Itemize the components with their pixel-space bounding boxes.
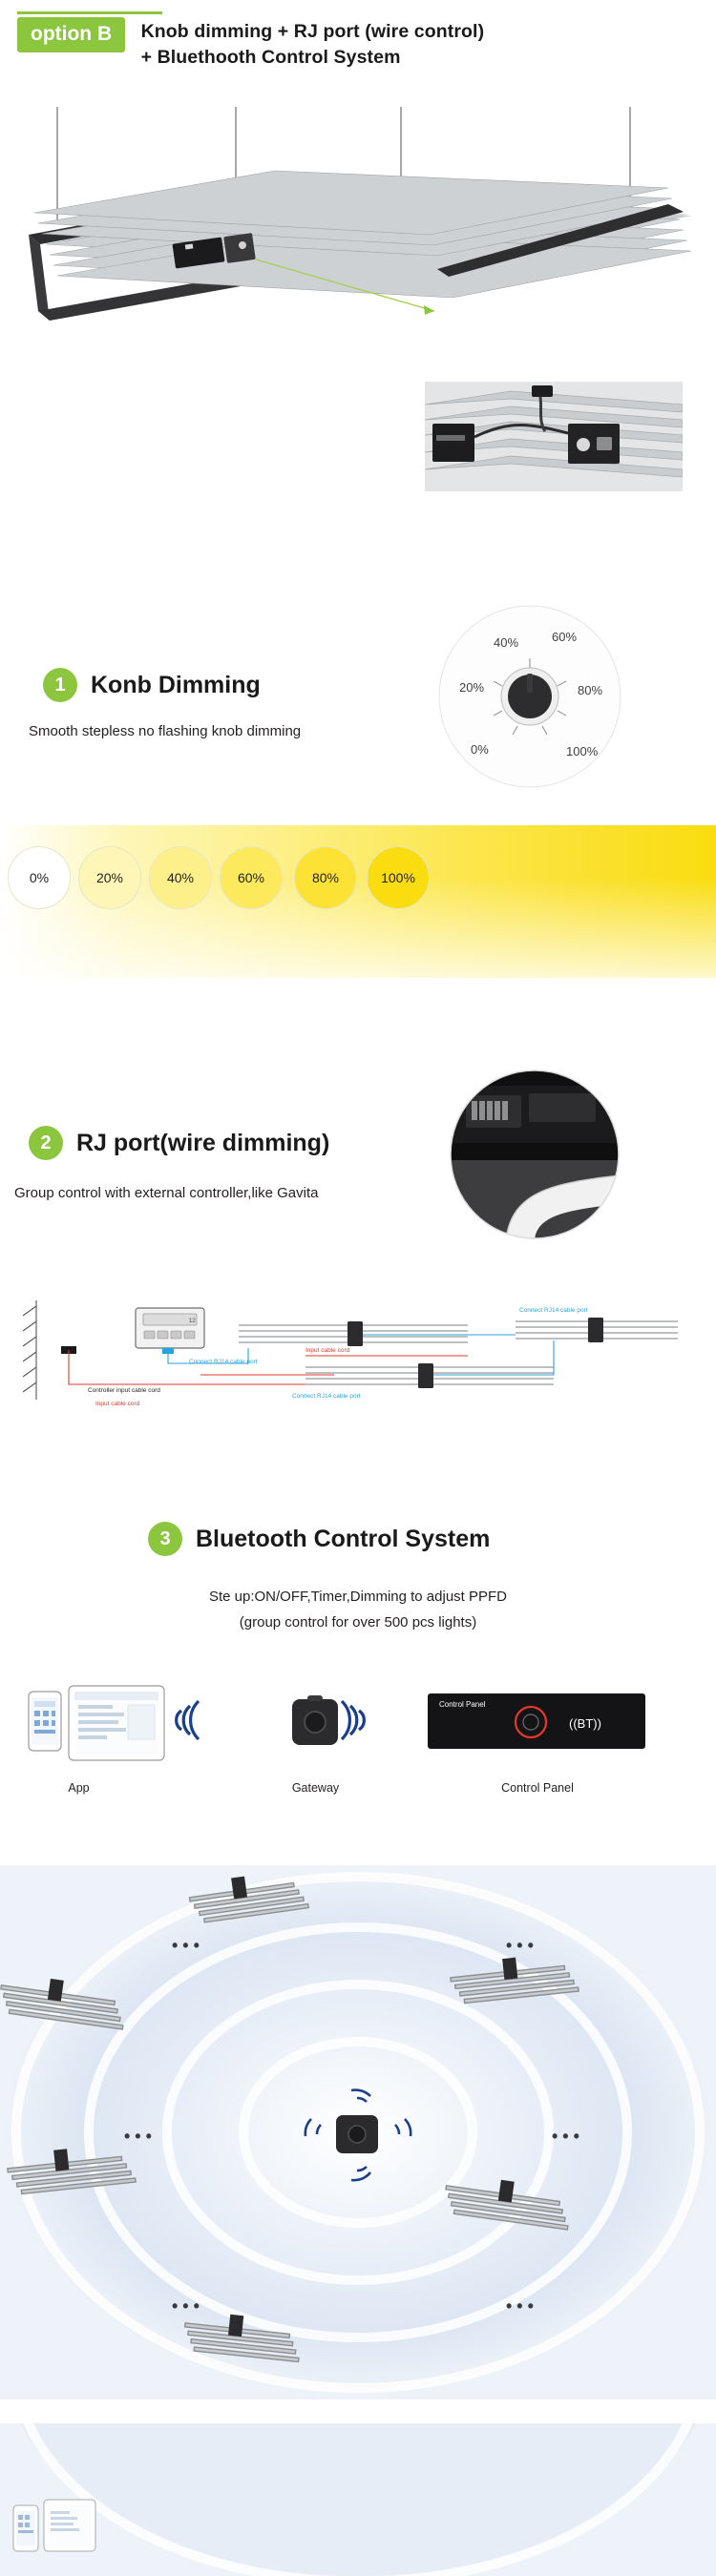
- detail-callout-photo: [425, 382, 683, 491]
- panel-bt-badge: ((BT)): [569, 1716, 601, 1731]
- wiring-label-rj14-c: Connect RJ14 cable port: [519, 1307, 588, 1314]
- phone-device: [29, 1692, 61, 1751]
- dial-label-60: 60%: [552, 630, 578, 644]
- page-title-line2: + Bluethooth Control System: [140, 47, 401, 68]
- dim-chip-40: 40%: [149, 846, 212, 909]
- panel-title-text: Control Panel: [439, 1700, 486, 1709]
- controller-display-value: 12: [189, 1319, 196, 1324]
- wiring-label-rj14-a: Connect RJ14 cable port: [189, 1359, 258, 1365]
- section-subtitle-1: Smooth stepless no flashing knob dimming: [29, 723, 302, 739]
- page-title-line1: Knob dimming + RJ port (wire control): [140, 21, 485, 42]
- section-2-head: [14, 1126, 330, 1201]
- footer-strip: [0, 2423, 716, 2576]
- scene-dots-6: • • •: [506, 2296, 534, 2316]
- tablet-device: [69, 1686, 164, 1760]
- scene-dots-3: • • •: [124, 2127, 152, 2146]
- device-label-control-panel: Control Panel: [501, 1781, 574, 1795]
- gateway-device: [292, 1695, 338, 1745]
- signal-waves-right: [342, 1701, 364, 1739]
- wiring-diagram: [19, 1293, 697, 1417]
- scene-dots-2: • • •: [506, 1936, 534, 1955]
- signal-waves-left: [177, 1701, 199, 1739]
- dim-chip-100: 100%: [367, 846, 430, 909]
- dial-label-40: 40%: [494, 635, 519, 650]
- section-subtitle-2: Group control with external controller,like Gavita: [14, 1185, 319, 1201]
- wiring-label-input-a: Input cable cord: [95, 1401, 140, 1407]
- scene-dots-4: • • •: [552, 2127, 579, 2146]
- scene-dots-5: • • •: [172, 2296, 200, 2316]
- header-accent-rule: [17, 11, 162, 14]
- section-3-subtitle: [0, 1589, 716, 1631]
- knob-dial-graphic: [434, 601, 625, 792]
- dim-chip-0: 0%: [8, 846, 71, 909]
- device-label-gateway: Gateway: [291, 1781, 340, 1795]
- dial-label-80: 80%: [578, 683, 603, 697]
- bluetooth-devices-row: [0, 1674, 716, 1818]
- dimming-scale: [0, 825, 716, 1007]
- bluetooth-devices-graphic: [0, 1674, 716, 1818]
- wiring-label-rj14-b: Connect RJ14 cable port: [292, 1393, 361, 1400]
- wiring-label-controller-input: Controller input cable cord: [88, 1387, 160, 1394]
- central-gateway: [336, 2115, 378, 2153]
- section-1-head: [29, 668, 302, 739]
- section-3-subtitle-line1: Ste up:ON/OFF,Timer,Dimming to adjust PPFD: [208, 1589, 508, 1605]
- fixture-illustration: [0, 99, 716, 328]
- dim-chip-20: 20%: [78, 846, 141, 909]
- section-title-3: Bluetooth Control System: [196, 1525, 491, 1552]
- section-title-2: RJ port(wire dimming): [76, 1129, 330, 1156]
- rj-port-photo: [449, 1069, 621, 1240]
- option-badge: option B: [17, 17, 125, 52]
- page-header: [0, 0, 716, 107]
- section-title-1: Konb Dimming: [91, 671, 261, 698]
- dim-chip-60: 60%: [220, 846, 283, 909]
- dial-label-100: 100%: [566, 744, 599, 758]
- dial-label-20: 20%: [459, 680, 485, 695]
- section-number-1: 1: [43, 668, 77, 702]
- page-title: [141, 17, 485, 71]
- dim-chip-80: 80%: [294, 846, 357, 909]
- device-label-app: App: [68, 1781, 90, 1795]
- section-3-head: [148, 1522, 490, 1556]
- wiring-label-input-b: Input cable cord: [305, 1347, 350, 1354]
- scene-dots-1: • • •: [172, 1936, 200, 1955]
- section-number-2: 2: [29, 1126, 63, 1160]
- network-scene: [0, 1865, 716, 2399]
- control-panel-device: [428, 1693, 645, 1749]
- dial-label-0: 0%: [471, 742, 489, 757]
- section-3-subtitle-line2: (group control for over 500 pcs lights): [239, 1614, 477, 1631]
- footer-thumbnails: [13, 2500, 95, 2551]
- section-number-3: 3: [148, 1522, 182, 1556]
